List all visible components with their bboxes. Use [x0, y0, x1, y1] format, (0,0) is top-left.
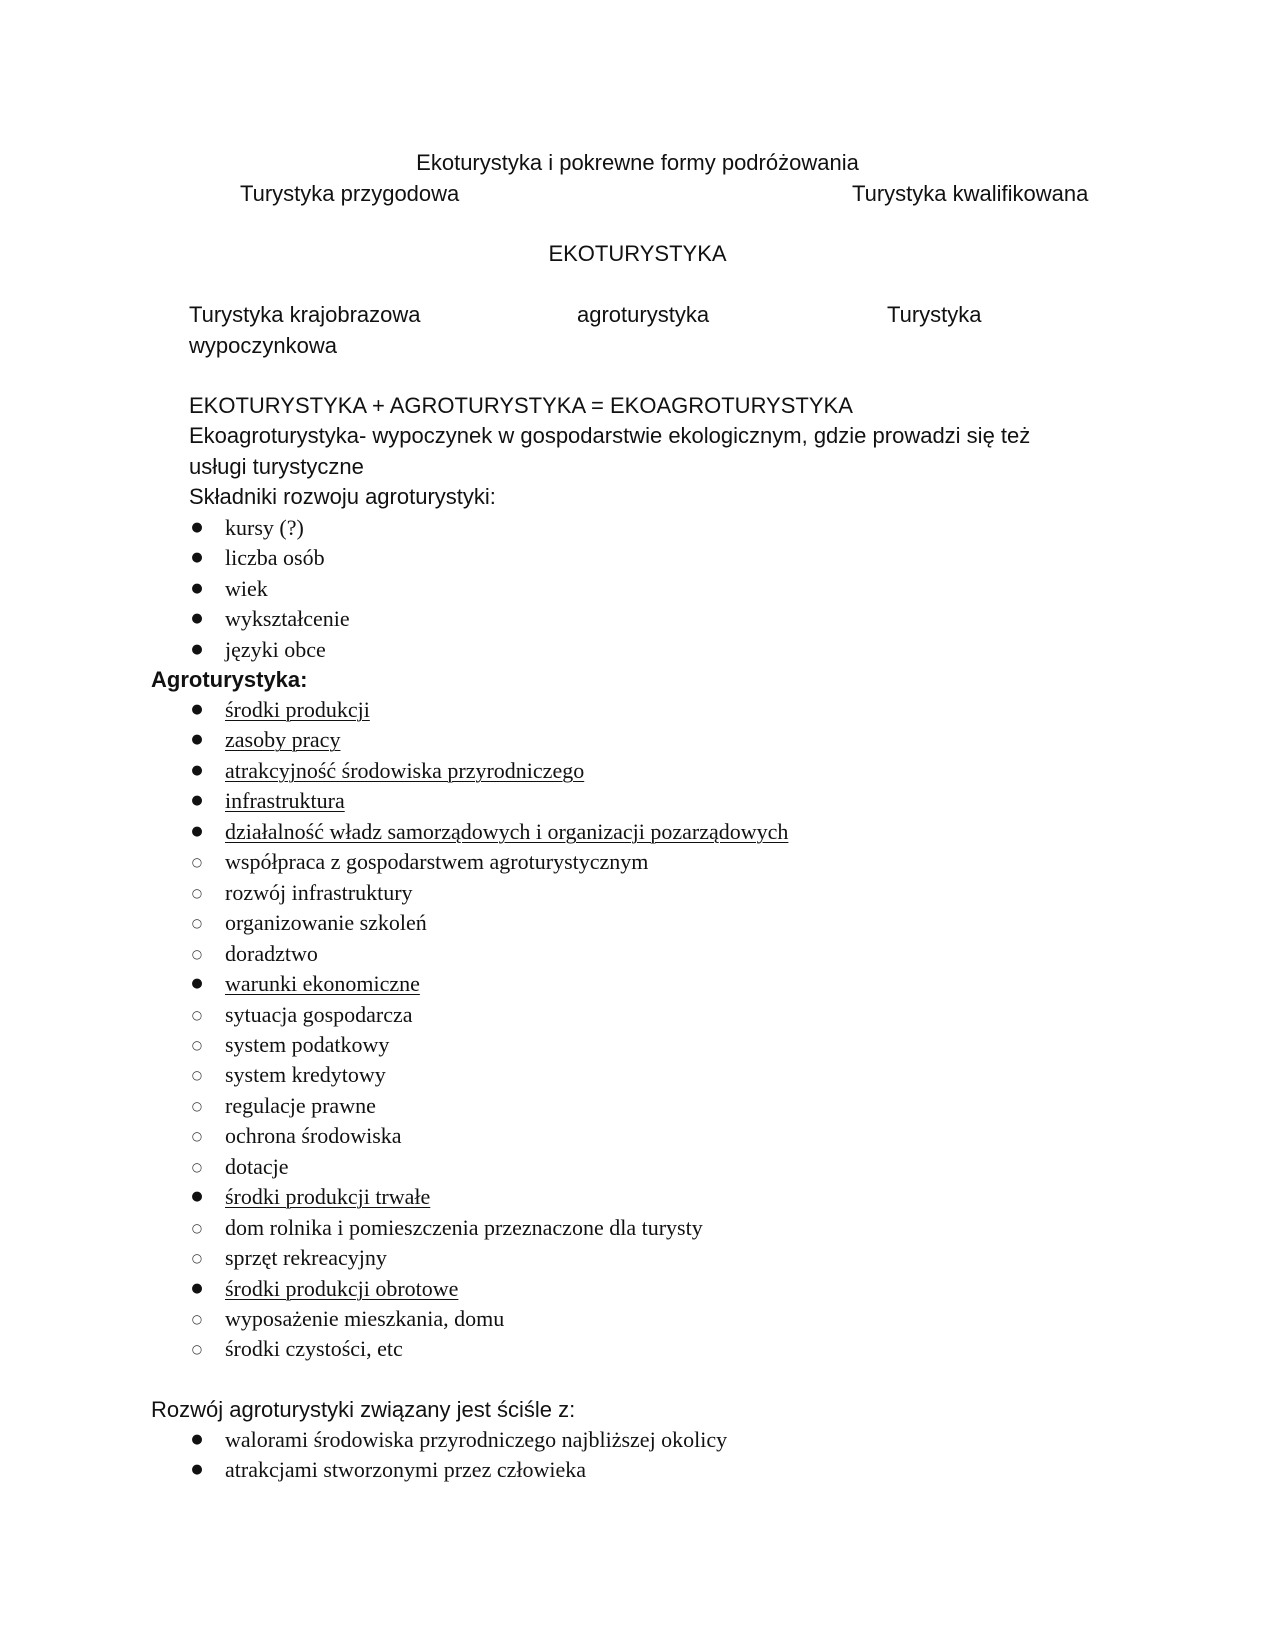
filled-bullet-icon: [190, 1459, 204, 1481]
filled-bullet-icon: [190, 517, 204, 539]
filled-bullet-icon: [190, 821, 204, 843]
document-title: Ekoturystyka i pokrewne formy podróżowania: [416, 150, 859, 175]
list-item-text: organizowanie szkoleń: [225, 910, 427, 936]
list-item-text: sytuacja gospodarcza: [225, 1001, 413, 1027]
components-heading: Składniki rozwoju agroturystyki:: [189, 484, 496, 509]
equation-line: EKOTURYSTYKA + AGROTURYSTYKA = EKOAGROTURYSTYKA: [189, 393, 853, 418]
filled-bullet-icon: [190, 547, 204, 569]
list-item-text: system podatkowy: [225, 1031, 390, 1057]
agrotourism-label: agroturystyka: [577, 302, 710, 327]
list-item-text: ochrona środowiska: [225, 1123, 402, 1149]
list-item-text: zasoby pracy: [225, 727, 341, 753]
list-item-text: języki obce: [225, 636, 326, 662]
hollow-bullet-icon: [190, 943, 204, 966]
list-item-text: wykształcenie: [225, 606, 350, 632]
list-item-text: sprzęt rekreacyjny: [225, 1245, 387, 1271]
list-item-text: atrakcyjność środowiska przyrodniczego: [225, 757, 585, 783]
list-item-text: warunki ekonomiczne: [225, 971, 420, 997]
list-item-text: rozwój infrastruktury: [225, 879, 413, 905]
list-item-text: system kredytowy: [225, 1062, 386, 1088]
list-item-text: kursy (?): [225, 515, 304, 540]
list-item-text: walorami środowiska przyrodniczego najbliższej okolicy: [225, 1427, 728, 1452]
list-item-text: środki czystości, etc: [225, 1336, 403, 1362]
hollow-bullet-icon: [190, 1338, 204, 1361]
filled-bullet-icon: [190, 1186, 204, 1208]
filled-bullet-icon: [190, 1429, 204, 1451]
leisure-tourism-label-wrap: wypoczynkowa: [189, 333, 337, 358]
list-item-text: dotacje: [225, 1153, 289, 1179]
list-item-text: wyposażenie mieszkania, domu: [225, 1306, 505, 1331]
list-item-text: współpraca z gospodarstwem agroturystycznym: [225, 849, 649, 875]
hollow-bullet-icon: [190, 851, 204, 874]
list-item-text: środki produkcji trwałe: [225, 1184, 431, 1210]
filled-bullet-icon: [190, 1278, 204, 1300]
list-item-text: wiek: [225, 575, 268, 601]
qualified-tourism-label: Turystyka kwalifikowana: [852, 181, 1089, 206]
hollow-bullet-icon: [190, 1095, 204, 1118]
hollow-bullet-icon: [190, 882, 204, 905]
development-heading: Rozwój agroturystyki związany jest ściśle z:: [151, 1397, 576, 1422]
list-item-text: regulacje prawne: [225, 1092, 376, 1118]
filled-bullet-icon: [190, 790, 204, 812]
adventure-tourism-label: Turystyka przygodowa: [240, 181, 460, 206]
hollow-bullet-icon: [190, 1156, 204, 1179]
ecotourism-heading: EKOTURYSTYKA: [548, 241, 727, 266]
list-item-text: atrakcjami stworzonymi przez człowieka: [225, 1457, 587, 1483]
hollow-bullet-icon: [190, 1004, 204, 1027]
list-item-text: liczba osób: [225, 545, 325, 571]
agrotourism-heading: Agroturystyka:: [151, 667, 308, 692]
list-item-text: środki produkcji: [225, 697, 370, 722]
definition-line-1: Ekoagroturystyka- wypoczynek w gospodarstwie ekologicznym, gdzie prowadzi się też: [189, 423, 1031, 448]
filled-bullet-icon: [190, 973, 204, 995]
hollow-bullet-icon: [190, 1217, 204, 1240]
filled-bullet-icon: [190, 639, 204, 661]
filled-bullet-icon: [190, 760, 204, 782]
definition-line-2: usługi turystyczne: [189, 454, 364, 479]
landscape-tourism-label: Turystyka krajobrazowa: [189, 302, 421, 327]
hollow-bullet-icon: [190, 1064, 204, 1087]
list-item-text: działalność władz samorządowych i organizacji pozarządowych: [225, 818, 789, 844]
filled-bullet-icon: [190, 699, 204, 721]
hollow-bullet-icon: [190, 1034, 204, 1057]
hollow-bullet-icon: [190, 912, 204, 935]
filled-bullet-icon: [190, 608, 204, 630]
list-item-text: środki produkcji obrotowe: [225, 1275, 459, 1301]
hollow-bullet-icon: [190, 1125, 204, 1148]
filled-bullet-icon: [190, 578, 204, 600]
list-item-text: infrastruktura: [225, 788, 345, 814]
leisure-tourism-label: Turystyka: [887, 302, 982, 327]
hollow-bullet-icon: [190, 1247, 204, 1270]
filled-bullet-icon: [190, 729, 204, 751]
hollow-bullet-icon: [190, 1308, 204, 1331]
list-item-text: dom rolnika i pomieszczenia przeznaczone dla turysty: [225, 1214, 703, 1240]
list-item-text: doradztwo: [225, 940, 318, 966]
